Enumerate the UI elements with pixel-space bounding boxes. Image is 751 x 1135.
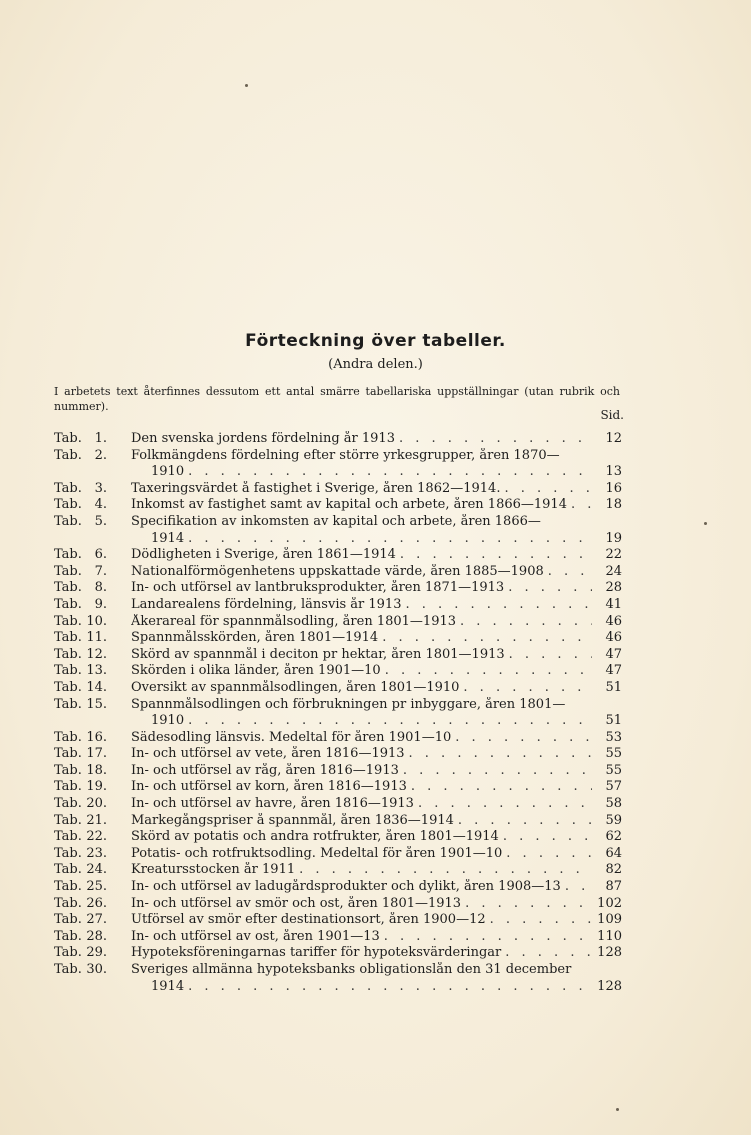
entry-page-number: 28 <box>605 580 622 596</box>
entry-line <box>131 829 622 846</box>
leader-dots <box>382 630 592 647</box>
entry-number: 15. <box>86 696 107 712</box>
leader-dots <box>506 846 592 863</box>
entry-number: 30. <box>86 962 107 977</box>
entry-label: Tab. <box>54 596 82 612</box>
entry-number: 17. <box>86 746 107 762</box>
entry-number: 7. <box>94 563 107 579</box>
entry-label: Tab. <box>54 762 82 778</box>
entry-page-number: 24 <box>605 563 622 579</box>
toc-entry <box>54 846 622 863</box>
entry-title: 1914 <box>151 530 185 546</box>
entry-label: Tab. <box>54 646 82 662</box>
entry-line <box>131 862 622 879</box>
entry-title: Skörden i olika länder, åren 1901—10 <box>131 663 381 679</box>
entry-line <box>131 431 622 448</box>
leader-dots <box>385 663 592 680</box>
entry-page-number: 53 <box>605 729 622 745</box>
entry-line <box>131 514 622 531</box>
entry-line <box>131 547 622 564</box>
paper-speck <box>616 1108 619 1111</box>
entry-title: Landarealens fördelning, länsvis år 1913 <box>131 596 402 612</box>
entry-line <box>131 962 622 979</box>
entry-title: Spannmålsskörden, åren 1801—1914 <box>131 630 379 646</box>
leader-dots <box>400 547 592 564</box>
page-title: Förteckning över tabeller. <box>245 331 506 351</box>
entry-label: Tab. <box>54 563 82 579</box>
leader-dots <box>455 730 592 747</box>
entry-label: Tab. <box>54 447 82 463</box>
entry-label: Tab. <box>54 630 82 646</box>
entry-line <box>151 979 622 996</box>
entry-page-number: 51 <box>605 679 622 695</box>
leader-dots <box>403 763 592 780</box>
entry-page-number: 13 <box>605 464 622 480</box>
entry-line <box>131 663 622 680</box>
entry-title: 1910 <box>151 713 185 729</box>
entry-label: Tab. <box>54 480 82 496</box>
entry-label: Tab. <box>54 613 82 629</box>
entry-line <box>131 796 622 813</box>
entry-line <box>131 647 622 664</box>
leader-dots <box>571 497 592 514</box>
entry-page-number: 22 <box>605 547 622 563</box>
toc-entry <box>54 597 622 614</box>
entry-number: 9. <box>94 596 107 612</box>
leader-dots <box>411 779 592 796</box>
leader-dots <box>405 597 592 614</box>
entry-line <box>131 580 622 597</box>
entry-number: 22. <box>86 829 107 845</box>
toc-entry <box>54 547 622 564</box>
entry-line <box>131 448 622 465</box>
toc-entry <box>54 896 622 913</box>
toc-entry <box>54 929 622 946</box>
entry-line <box>131 879 622 896</box>
entry-page-number: 12 <box>605 431 622 446</box>
entry-label: Tab. <box>54 845 82 861</box>
toc-entry <box>54 431 622 448</box>
entry-number: 21. <box>86 812 107 828</box>
entry-label: Tab. <box>54 729 82 745</box>
entry-label: Tab. <box>54 928 82 944</box>
leader-dots <box>465 896 592 913</box>
entry-page-number: 51 <box>605 713 622 729</box>
entry-title: Dödligheten i Sverige, åren 1861—1914 <box>131 547 396 563</box>
toc-entry <box>54 647 622 664</box>
entry-number: 10. <box>86 613 107 629</box>
intro-note: I arbetets text återfinnes dessutom ett antal smärre tabellariska uppställningar (utan rubrik och nummer). <box>54 385 620 413</box>
entry-number: 29. <box>86 945 107 961</box>
entry-title: In- och utförsel av vete, åren 1816—1913 <box>131 746 405 762</box>
entry-page-number: 109 <box>597 912 622 928</box>
leader-dots <box>509 647 592 664</box>
leader-dots <box>384 929 592 946</box>
entry-page-number: 128 <box>597 978 622 994</box>
entry-title: In- och utförsel av ost, åren 1901—13 <box>131 928 380 944</box>
entry-title: 1914 <box>151 978 185 994</box>
entry-title: Den svenska jordens fördelning år 1913 <box>131 431 395 446</box>
entry-label: Tab. <box>54 547 82 563</box>
entry-page-number: 102 <box>597 895 622 911</box>
entry-line <box>131 481 622 498</box>
toc-entry <box>54 796 622 813</box>
entry-title: Spannmålsodlingen och förbrukningen pr inbyggare, åren 1801— <box>131 696 566 712</box>
entry-line <box>131 929 622 946</box>
entry-number: 4. <box>94 497 107 513</box>
entry-line <box>131 730 622 747</box>
entry-title: Specifikation av inkomsten av kapital och arbete, åren 1866— <box>131 513 541 529</box>
entry-label: Tab. <box>54 679 82 695</box>
entry-title: In- och utförsel av smör och ost, åren 1801—1913 <box>131 895 462 911</box>
toc-entry <box>54 813 622 830</box>
entry-line <box>151 464 622 481</box>
leader-dots <box>504 481 592 498</box>
leader-dots <box>399 431 592 448</box>
entry-page-number: 18 <box>605 497 622 513</box>
entry-number: 8. <box>94 580 107 596</box>
leader-dots <box>188 464 592 481</box>
toc-entry <box>54 481 622 498</box>
entry-label: Tab. <box>54 812 82 828</box>
leader-dots <box>490 912 592 929</box>
toc-entry <box>54 912 622 929</box>
entry-label: Tab. <box>54 497 82 513</box>
entry-line <box>131 945 622 962</box>
entry-page-number: 55 <box>605 762 622 778</box>
entry-number: 25. <box>86 879 107 895</box>
entry-label: Tab. <box>54 580 82 596</box>
entry-label: Tab. <box>54 513 82 529</box>
paper-speck <box>245 84 248 87</box>
entry-page-number: 46 <box>605 630 622 646</box>
entry-line <box>131 697 622 714</box>
table-of-contents <box>54 431 622 995</box>
entry-label: Tab. <box>54 879 82 895</box>
entry-page-number: 19 <box>605 530 622 546</box>
entry-label: Tab. <box>54 696 82 712</box>
entry-number: 12. <box>86 646 107 662</box>
entry-page-number: 110 <box>597 928 622 944</box>
entry-page-number: 64 <box>605 845 622 861</box>
entry-page-number: 128 <box>597 945 622 961</box>
entry-line <box>131 614 622 631</box>
entry-title: Översikt av spannmålsodlingen, åren 1801—1910 <box>131 679 460 695</box>
page-column-label: Sid. <box>600 408 624 422</box>
entry-title: Potatis- och rotfruktsodling. Medeltal för åren 1901—10 <box>131 845 503 861</box>
toc-entry <box>54 763 622 780</box>
entry-line <box>131 497 622 514</box>
entry-label: Tab. <box>54 663 82 679</box>
leader-dots <box>409 746 592 763</box>
entry-title: Kreatursstocken år 1911 <box>131 862 296 878</box>
entry-title: Nationalförmögenhetens uppskattade värde, åren 1885—1908 <box>131 563 544 579</box>
entry-page-number: 46 <box>605 613 622 629</box>
entry-page-number: 62 <box>605 829 622 845</box>
entry-label: Tab. <box>54 796 82 812</box>
toc-entry <box>54 514 622 547</box>
entry-page-number: 47 <box>605 663 622 679</box>
entry-number: 1. <box>94 431 107 446</box>
toc-entry <box>54 697 622 730</box>
entry-line <box>131 746 622 763</box>
entry-number: 18. <box>86 762 107 778</box>
entry-page-number: 16 <box>605 480 622 496</box>
leader-dots <box>458 813 592 830</box>
entry-title: Skörd av potatis och andra rotfrukter, åren 1801—1914 <box>131 829 499 845</box>
leader-dots <box>508 580 592 597</box>
toc-entry <box>54 962 622 995</box>
entry-label: Tab. <box>54 746 82 762</box>
entry-title: Inkomst av fastighet samt av kapital och arbete, åren 1866—1914 <box>131 497 567 513</box>
leader-dots <box>188 713 592 730</box>
entry-number: 28. <box>86 928 107 944</box>
entry-line <box>151 713 622 730</box>
entry-line <box>131 763 622 780</box>
entry-page-number: 41 <box>605 596 622 612</box>
entry-number: 5. <box>94 513 107 529</box>
entry-page-number: 82 <box>605 862 622 878</box>
entry-page-number: 87 <box>605 879 622 895</box>
entry-label: Tab. <box>54 945 82 961</box>
entry-number: 14. <box>86 679 107 695</box>
entry-title: In- och utförsel av lantbruksprodukter, åren 1871—1913 <box>131 580 505 596</box>
toc-entry <box>54 448 622 481</box>
entry-title: In- och utförsel av havre, åren 1816—1913 <box>131 796 414 812</box>
toc-entry <box>54 564 622 581</box>
entry-number: 13. <box>86 663 107 679</box>
entry-line <box>131 597 622 614</box>
entry-line <box>131 896 622 913</box>
entry-label: Tab. <box>54 431 82 446</box>
leader-dots <box>460 614 592 631</box>
entry-number: 23. <box>86 845 107 861</box>
entry-page-number: 55 <box>605 746 622 762</box>
entry-title: Taxeringsvärdet å fastighet i Sverige, åren 1862—1914. <box>131 480 501 496</box>
toc-entry <box>54 730 622 747</box>
entry-title: In- och utförsel av ladugårdsprodukter och dylikt, åren 1908—13 <box>131 879 561 895</box>
leader-dots <box>565 879 592 896</box>
toc-entry <box>54 779 622 796</box>
entry-title: Skörd av spannmål i deciton pr hektar, åren 1801—1913 <box>131 646 505 662</box>
entry-label: Tab. <box>54 962 82 977</box>
toc-entry <box>54 879 622 896</box>
entry-title: Hypoteksföreningarnas tariffer för hypoteksvärderingar <box>131 945 502 961</box>
toc-entry <box>54 614 622 631</box>
entry-page-number: 47 <box>605 646 622 662</box>
entry-number: 3. <box>94 480 107 496</box>
entry-number: 24. <box>86 862 107 878</box>
entry-title: In- och utförsel av korn, åren 1816—1913 <box>131 779 407 795</box>
entry-title: Markegångspriser å spannmål, åren 1836—1914 <box>131 812 454 828</box>
paper-speck <box>704 522 707 525</box>
toc-entry <box>54 862 622 879</box>
entry-title: In- och utförsel av råg, åren 1816—1913 <box>131 762 399 778</box>
toc-entry <box>54 497 622 514</box>
entry-number: 11. <box>86 630 107 646</box>
entry-title: Sädesodling länsvis. Medeltal för åren 1901—10 <box>131 729 452 745</box>
entry-number: 20. <box>86 796 107 812</box>
entry-line <box>131 680 622 697</box>
entry-number: 6. <box>94 547 107 563</box>
leader-dots <box>548 564 592 581</box>
entry-title: 1910 <box>151 464 185 480</box>
entry-label: Tab. <box>54 779 82 795</box>
entry-page-number: 58 <box>605 796 622 812</box>
leader-dots <box>299 862 592 879</box>
entry-line <box>131 564 622 581</box>
leader-dots <box>505 945 592 962</box>
entry-number: 27. <box>86 912 107 928</box>
entry-page-number: 57 <box>605 779 622 795</box>
leader-dots <box>418 796 592 813</box>
entry-number: 16. <box>86 729 107 745</box>
toc-entry <box>54 580 622 597</box>
toc-entry <box>54 829 622 846</box>
entry-number: 26. <box>86 895 107 911</box>
entry-title: Åkerareal för spannmålsodling, åren 1801—1913 <box>131 613 457 629</box>
entry-label: Tab. <box>54 912 82 928</box>
toc-entry <box>54 680 622 697</box>
leader-dots <box>188 531 592 548</box>
toc-entry <box>54 945 622 962</box>
entry-page-number: 59 <box>605 812 622 828</box>
entry-label: Tab. <box>54 862 82 878</box>
leader-dots <box>463 680 592 697</box>
entry-line <box>131 630 622 647</box>
entry-title: Folkmängdens fördelning efter större yrkesgrupper, åren 1870— <box>131 447 560 463</box>
entry-number: 2. <box>94 447 107 463</box>
page-subtitle: (Andra delen.) <box>328 357 423 372</box>
entry-number: 19. <box>86 779 107 795</box>
leader-dots <box>188 979 592 996</box>
entry-label: Tab. <box>54 829 82 845</box>
leader-dots <box>503 829 592 846</box>
toc-entry <box>54 630 622 647</box>
entry-line <box>131 779 622 796</box>
toc-entry <box>54 746 622 763</box>
entry-line <box>131 846 622 863</box>
entry-line <box>131 813 622 830</box>
entry-line <box>151 531 622 548</box>
entry-label: Tab. <box>54 895 82 911</box>
entry-title: Sveriges allmänna hypoteksbanks obligationslån den 31 december <box>131 962 572 977</box>
entry-line <box>131 912 622 929</box>
entry-title: Utförsel av smör efter destinationsort, åren 1900—12 <box>131 912 486 928</box>
toc-entry <box>54 663 622 680</box>
